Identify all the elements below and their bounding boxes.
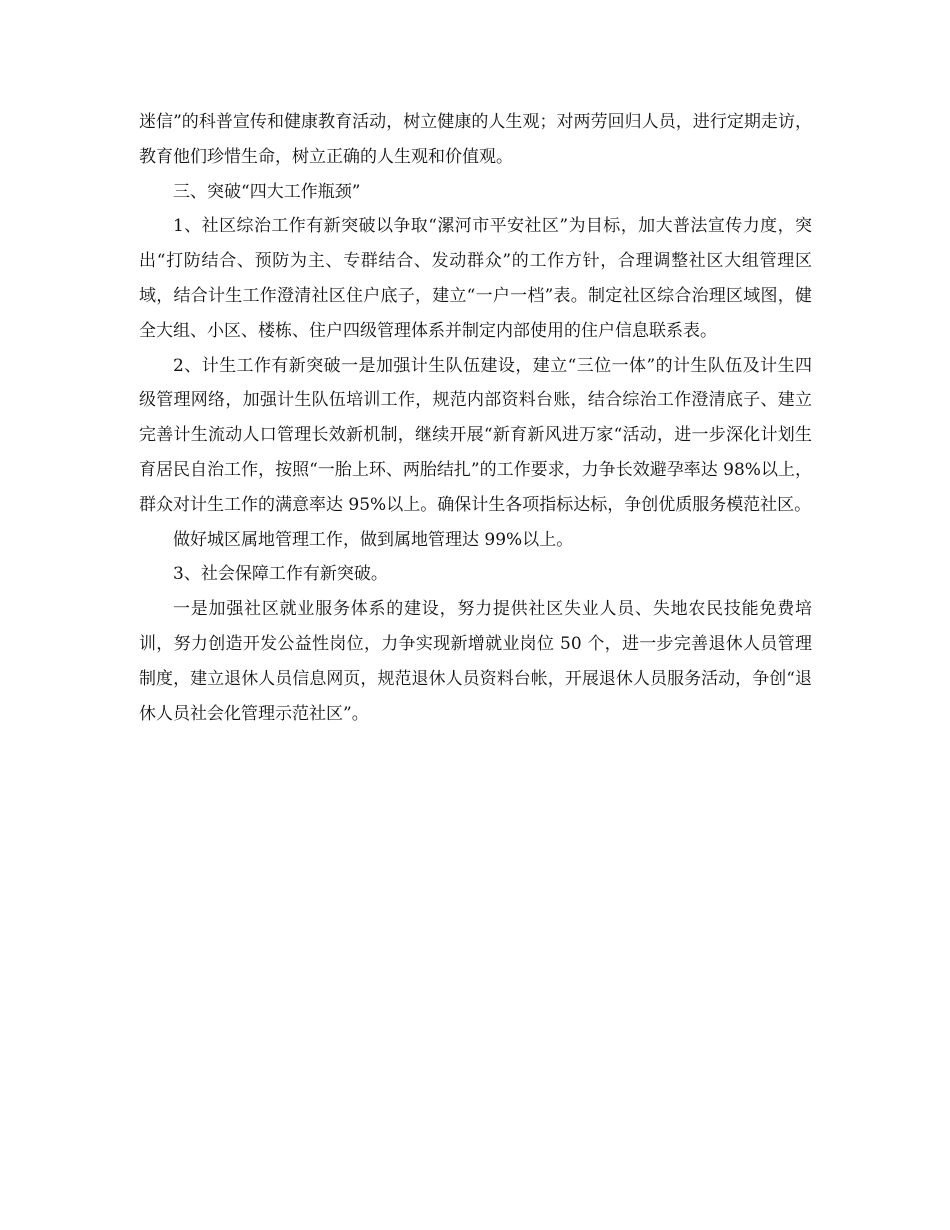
paragraph-family-planning: 2、计生工作有新突破一是加强计生队伍建设，建立“三位一体”的计生队伍及计生四级管理网络，加强计生队伍培训工作，规范内部资料台账，结合综治工作澄清底子、建立完善计生流动人口管理长效新机制，继续开展“新育新风进万家“活动，进一步深化计划生育居民自治工作，按照“一胎上环、两胎结扎”的工作要求，力争长效避孕率达 98%以上，群众对计生工作的满意率达 95%以上。确保计生各项指标达标，争创优质服务模范社区。: [139, 355, 812, 515]
paragraph-employment-services: 一是加强社区就业服务体系的建设，努力提供社区失业人员、失地农民技能免费培训，努力创造开发公益性岗位，力争实现新增就业岗位 50 个，进一步完善退休人员管理制度，建立退休人员信息网页，规范退休人员资料台帐，开展退休人员服务活动，争创“退休人员社会化管理示范社区”。: [139, 599, 812, 724]
section-heading-bottlenecks: 三、突破“四大工作瓶颈”: [173, 181, 361, 202]
paragraph-comprehensive-governance: 1、社区综治工作有新突破以争取“漯河市平安社区”为目标，加大普法宣传力度，突出“打防结合、预防为主、专群结合、发动群众”的工作方针，合理调整社区大组管理区域，结合计生工作澄清社区住户底子，建立“一户一档”表。制定社区综合治理区域图，健全大组、小区、楼栋、住户四级管理体系并制定内部使用的住户信息联系表。: [139, 216, 812, 341]
paragraph-social-security-heading: 3、社会保障工作有新突破。: [173, 564, 388, 585]
paragraph-intro-continuation: 迷信”的科普宣传和健康教育活动，树立健康的人生观；对两劳回归人员，进行定期走访，教育他们珍惜生命，树立正确的人生观和价值观。: [139, 112, 812, 167]
paragraph-territorial-management: 做好城区属地管理工作，做到属地管理达 99%以上。: [173, 529, 574, 550]
document-body: [139, 105, 812, 731]
